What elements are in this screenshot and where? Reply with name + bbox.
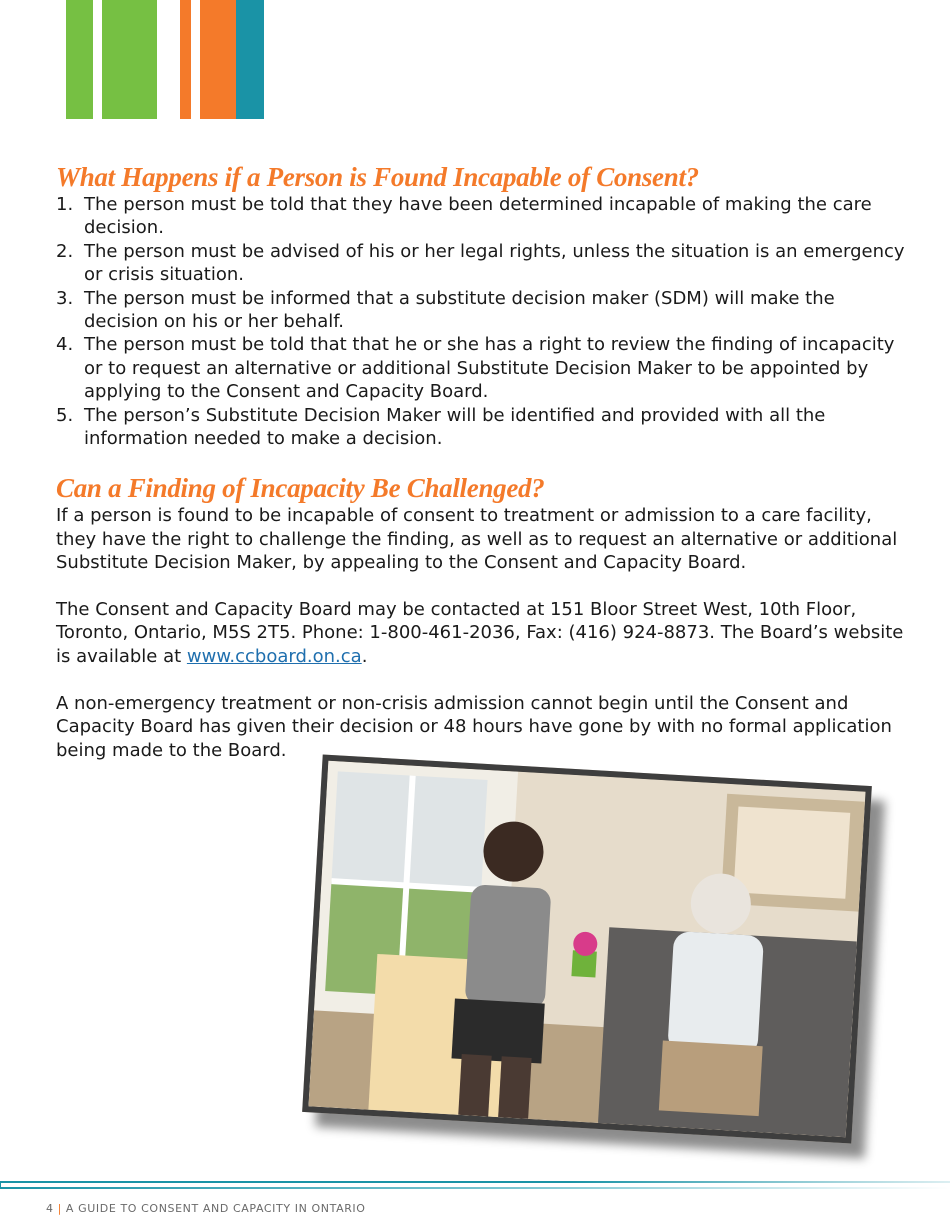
- photo-frame: [302, 754, 872, 1143]
- page-number: 4: [46, 1202, 54, 1215]
- footer-rule-secondary: [0, 1187, 950, 1189]
- header-color-bars: [0, 0, 300, 120]
- paragraph-waiting-period: A non-emergency treatment or non-crisis admission cannot begin until the Consent and Capacity Board has given their decision or 48 hours have gone by with no formal application being made to the Board.: [56, 692, 892, 761]
- list-item: 4. The person must be told that that he or she has a right to review the finding of incapacity or to request an alternative or additional Substitute Decision Maker to be appointed by applying to the Consent and Capacity Board.: [56, 334, 895, 403]
- green-bar-narrow: [66, 0, 93, 119]
- paragraph-board-contact: The Consent and Capacity Board may be contacted at 151 Bloor Street West, 10th Floor, Toronto, Ontario, M5S 2T5. Phone: 1-800-461-2036, Fax: (416) 924-8873. The Board’s website is available at www.ccboard.on.ca.: [56, 599, 904, 667]
- orange-bar-narrow: [180, 0, 191, 119]
- orange-bar-wide: [200, 0, 236, 119]
- section-heading-challenged: Can a Finding of Incapacity Be Challenged?: [56, 473, 545, 504]
- footer-separator: |: [57, 1202, 62, 1215]
- main-content: [56, 160, 906, 762]
- ccboard-website-link[interactable]: www.ccboard.on.ca: [186, 645, 362, 667]
- publication-title: A GUIDE TO CONSENT AND CAPACITY IN ONTARIO: [65, 1202, 366, 1215]
- teal-bar: [236, 0, 264, 119]
- footer-rule-cap: [0, 1181, 4, 1189]
- photo-caregiver-with-senior: [302, 754, 872, 1143]
- photo-illustration: [308, 761, 865, 1137]
- consequences-list: [56, 193, 906, 450]
- section-heading-incapable: What Happens if a Person is Found Incapable of Consent?: [56, 162, 699, 192]
- list-item: 1. The person must be told that they have been determined incapable of making the care decision.: [56, 194, 872, 239]
- list-item: 2. The person must be advised of his or her legal rights, unless the situation is an emergency or crisis situation.: [56, 240, 905, 286]
- list-item: 5. The person’s Substitute Decision Maker will be identified and provided with all the information needed to make a decision.: [56, 404, 826, 450]
- list-item: 3. The person must be informed that a substitute decision maker (SDM) will make the decision on his or her behalf.: [56, 287, 835, 333]
- green-bar-wide: [102, 0, 157, 119]
- paragraph-right-to-challenge: If a person is found to be incapable of consent to treatment or admission to a care facility, they have the right to challenge the finding, as well as to request an alternative or additional Substitute Decision Maker, by appealing to the Consent and Capacity Board.: [56, 505, 898, 574]
- footer-rule: [0, 1181, 950, 1183]
- page-footer: [46, 1202, 366, 1215]
